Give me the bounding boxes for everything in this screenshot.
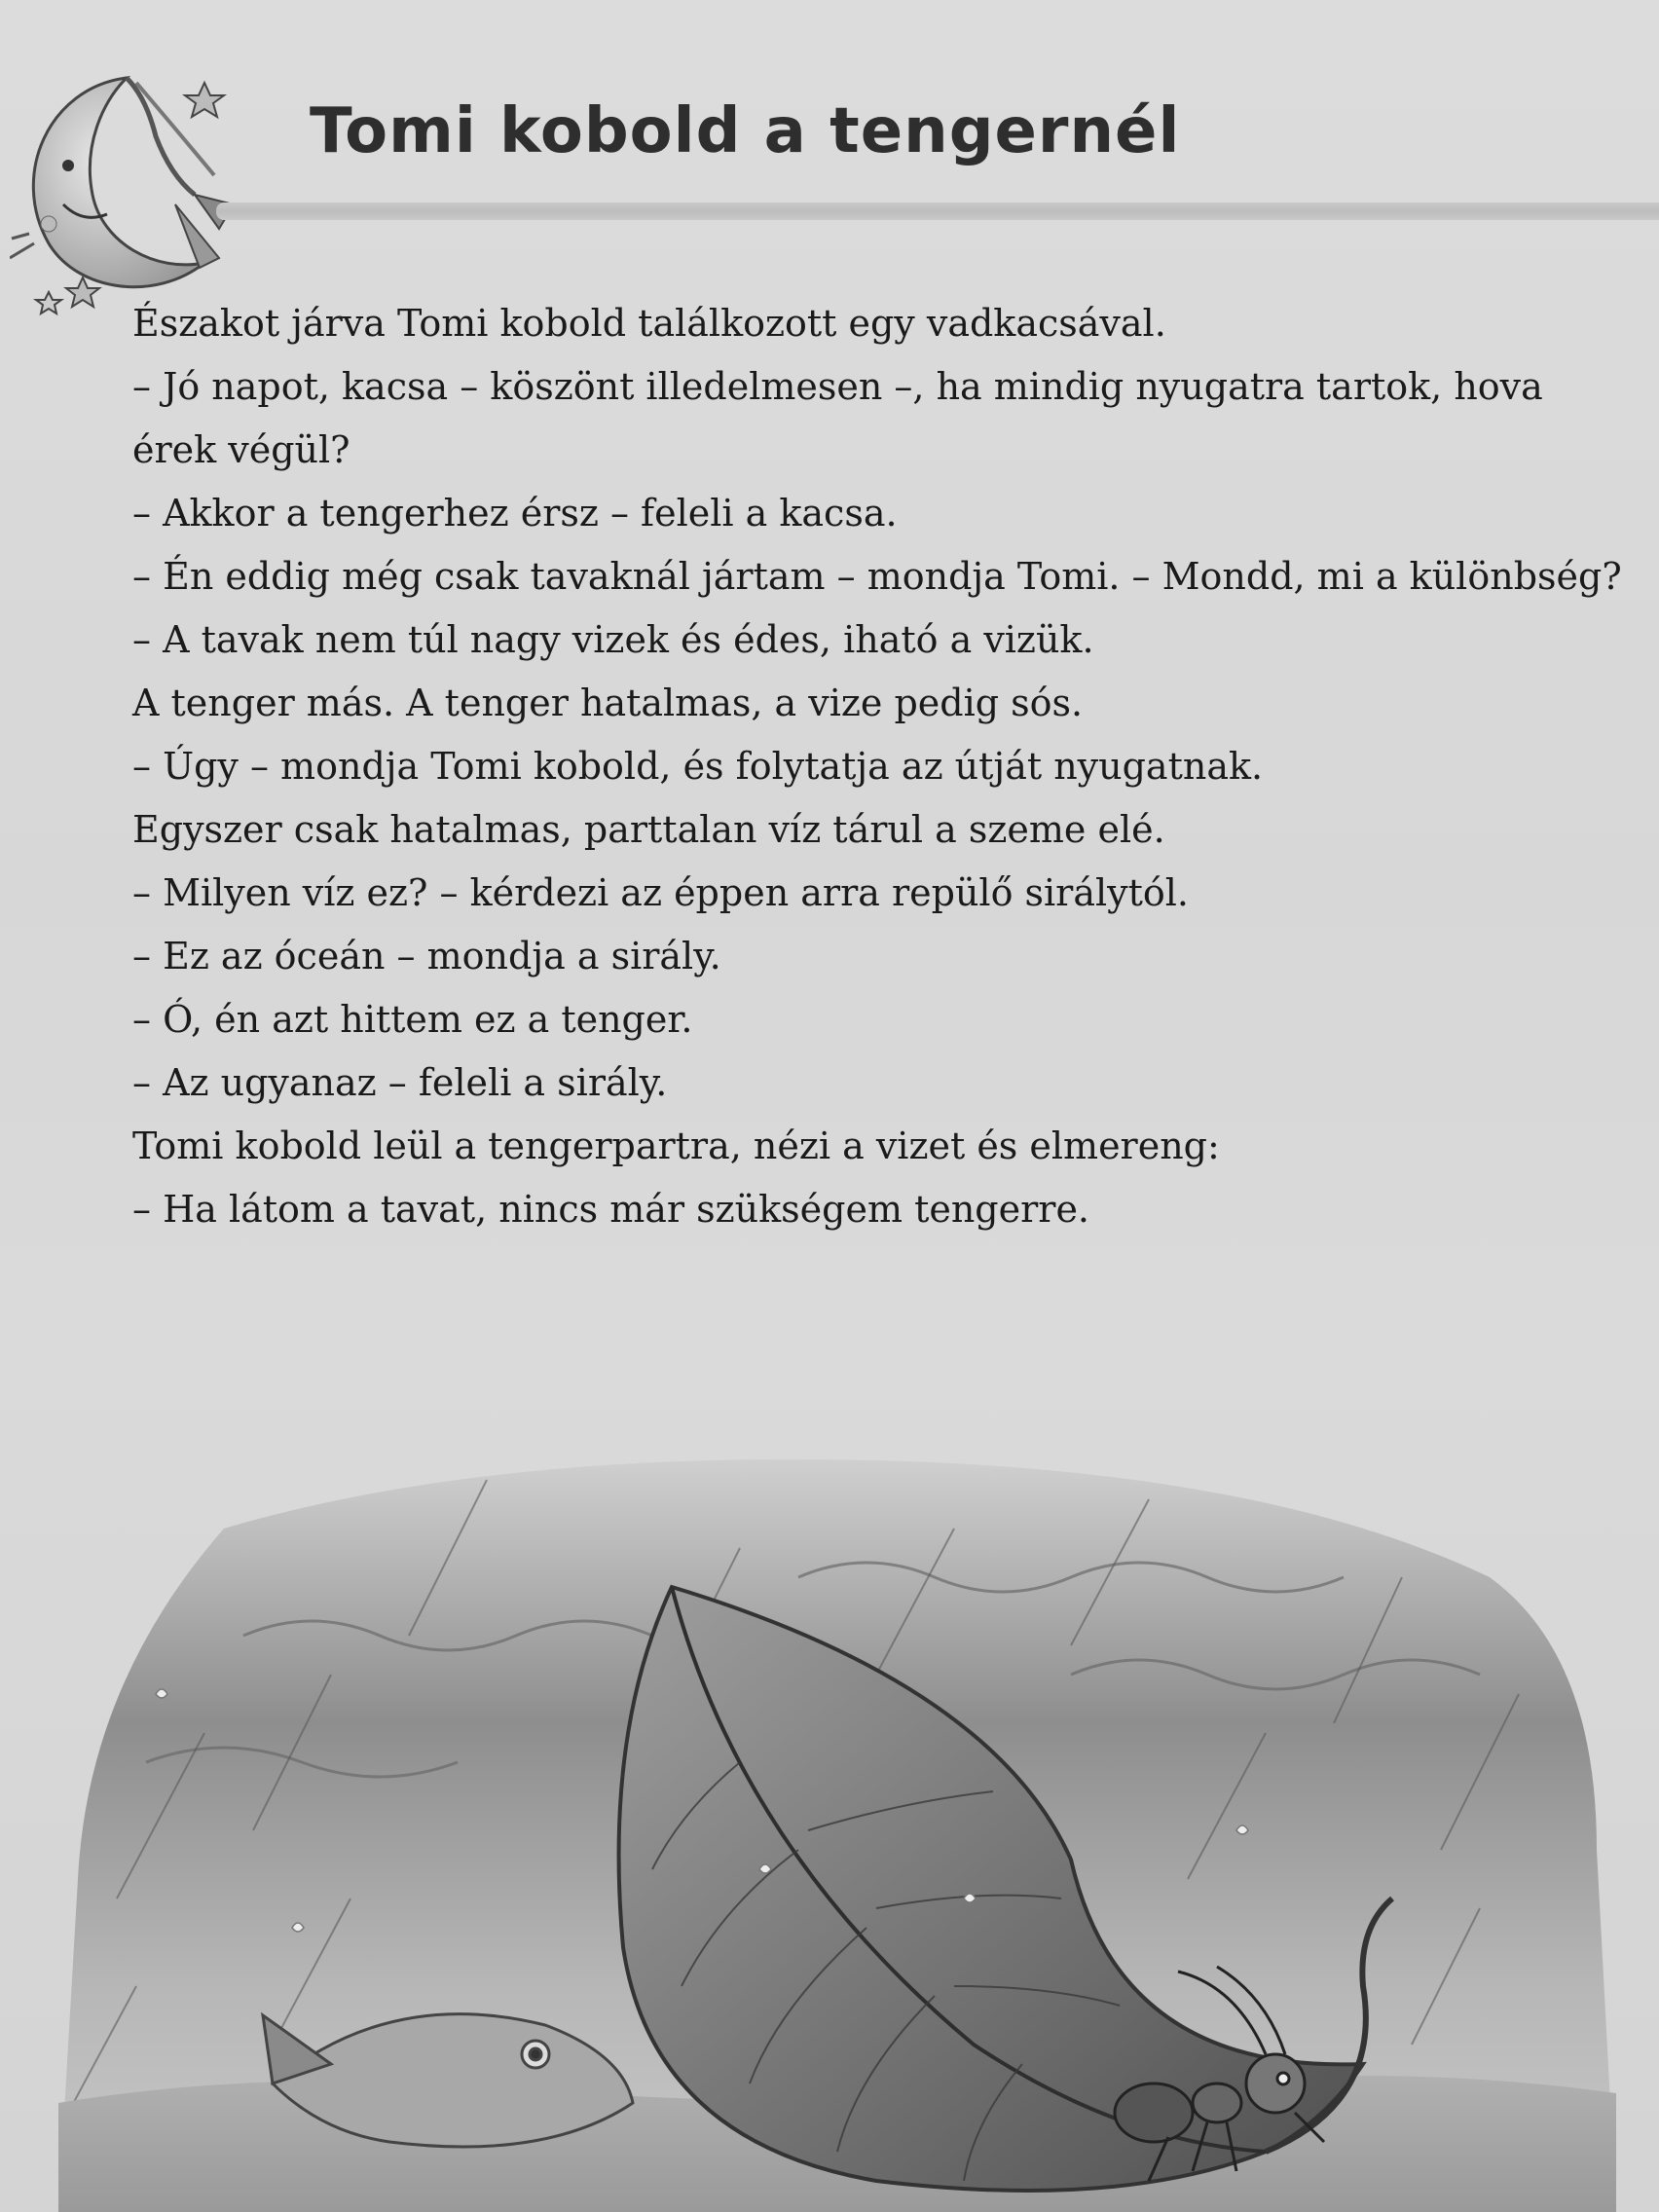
page-title: Tomi kobold a tengernél <box>310 95 1181 167</box>
story-line: érek végül? <box>132 428 350 471</box>
story-line: – Az ugyanaz – feleli a sirály. <box>132 1061 668 1104</box>
title-divider <box>216 203 1659 220</box>
story-line: – Ó, én azt hittem ez a tenger. <box>132 998 693 1041</box>
story-line: Északot járva Tomi kobold találkozott egy vadkacsával. <box>132 302 1166 345</box>
crescent-moon-icon <box>10 58 253 321</box>
leaf-ant-rain-illustration <box>0 1441 1659 2212</box>
story-line: – Én eddig még csak tavaknál jártam – mondja Tomi. – Mondd, mi a különbség? <box>132 555 1622 598</box>
story-line: – Úgy – mondja Tomi kobold, és folytatja az útját nyugatnak. <box>132 745 1264 788</box>
story-line: Tomi kobold leül a tengerpartra, nézi a vizet és elmereng: <box>132 1124 1220 1167</box>
story-line: – Ha látom a tavat, nincs már szükségem tengerre. <box>132 1188 1090 1231</box>
story-line: – Jó napot, kacsa – köszönt illedelmesen –, ha mindig nyugatra tartok, hova <box>132 365 1543 408</box>
story-line: – Ez az óceán – mondja a sirály. <box>132 935 721 977</box>
story-line: – Milyen víz ez? – kérdezi az éppen arra repülő sirálytól. <box>132 871 1190 914</box>
story-line: Egyszer csak hatalmas, parttalan víz tárul a szeme elé. <box>132 808 1165 851</box>
story-line: – A tavak nem túl nagy vizek és édes, iható a vizük. <box>132 618 1094 661</box>
story-text <box>132 292 1632 1241</box>
story-line: A tenger más. A tenger hatalmas, a vize pedig sós. <box>132 682 1084 724</box>
story-line: – Akkor a tengerhez érsz – feleli a kacsa. <box>132 492 898 535</box>
